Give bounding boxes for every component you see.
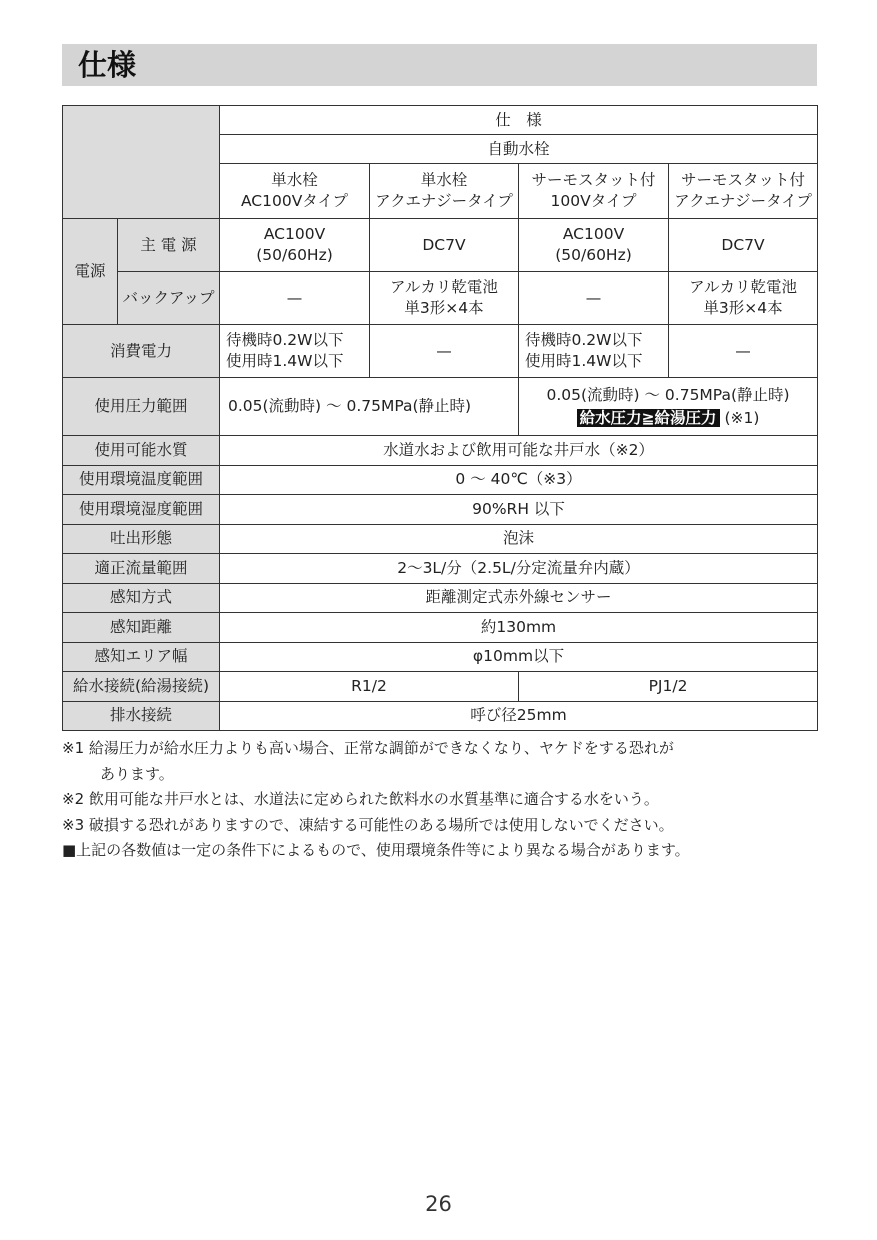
row-label: 使用可能水質	[63, 436, 220, 466]
row-value: 距離測定式赤外線センサー	[220, 583, 818, 613]
pressure-label: 使用圧力範囲	[63, 378, 220, 436]
header-spec: 仕 様	[220, 106, 818, 135]
column-header: 単水栓 AC100Vタイプ	[220, 164, 370, 219]
backup-value: —	[519, 272, 669, 325]
spec-table	[62, 105, 818, 731]
supply-connection-label: 給水接続(給湯接続)	[63, 672, 220, 702]
row-value: 約130mm	[220, 613, 818, 643]
backup-label: バックアップ	[118, 272, 220, 325]
main-power-label: 主 電 源	[118, 219, 220, 272]
supply-connection-thermostat: PJ1/2	[519, 672, 818, 702]
main-power-value: DC7V	[669, 219, 818, 272]
consumption-value: —	[669, 325, 818, 378]
row-value: 2～3L/分（2.5L/分定流量弁内蔵）	[220, 554, 818, 584]
consumption-value: 待機時0.2W以下 使用時1.4W以下	[519, 325, 669, 378]
row-value: 90%RH 以下	[220, 495, 818, 525]
row-label: 感知距離	[63, 613, 220, 643]
row-label: 適正流量範囲	[63, 554, 220, 584]
corner-cell	[63, 106, 220, 219]
column-header: サーモスタット付 アクエナジータイプ	[669, 164, 818, 219]
row-label: 使用環境温度範囲	[63, 465, 220, 495]
main-power-value: DC7V	[370, 219, 519, 272]
header-auto-faucet: 自動水栓	[220, 135, 818, 164]
power-label: 電源	[63, 219, 118, 325]
pressure-value-faucet: 0.05(流動時) ～ 0.75MPa(静止時)	[220, 378, 519, 436]
page-number: 26	[425, 1192, 452, 1216]
pressure-value-thermostat: 0.05(流動時) ～ 0.75MPa(静止時) 給水圧力≧給湯圧力 (※1)	[519, 378, 818, 436]
row-label: 感知エリア幅	[63, 642, 220, 672]
note-3: ※3 破損する恐れがありますので、凍結する可能性のある場所では使用しないでください。	[62, 815, 674, 834]
note-1: ※1 給湯圧力が給水圧力よりも高い場合、正常な調節ができなくなり、ヤケドをする恐れが	[62, 739, 674, 757]
note-2: ※2 飲用可能な井戸水とは、水道法に定められた飲料水の水質基準に適合する水をいう。	[62, 790, 659, 808]
row-value: 0 ～ 40℃（※3）	[220, 465, 818, 495]
row-label: 吐出形態	[63, 524, 220, 554]
notes	[62, 736, 822, 864]
consumption-value: —	[370, 325, 519, 378]
backup-value: —	[220, 272, 370, 325]
main-power-value: AC100V (50/60Hz)	[519, 219, 669, 272]
consumption-value: 待機時0.2W以下 使用時1.4W以下	[220, 325, 370, 378]
drain-connection-value: 呼び径25mm	[220, 701, 818, 731]
main-power-value: AC100V (50/60Hz)	[220, 219, 370, 272]
backup-value: アルカリ乾電池 単3形×4本	[370, 272, 519, 325]
row-label: 感知方式	[63, 583, 220, 613]
row-value: 水道水および飲用可能な井戸水（※2）	[220, 436, 818, 466]
pressure-condition-badge: 給水圧力≧給湯圧力	[577, 409, 720, 427]
row-value: 泡沫	[220, 524, 818, 554]
page-title: 仕様	[62, 44, 817, 86]
supply-connection-faucet: R1/2	[220, 672, 519, 702]
drain-connection-label: 排水接続	[63, 701, 220, 731]
note-1-continued: あります。	[100, 764, 174, 783]
column-header: サーモスタット付 100Vタイプ	[519, 164, 669, 219]
backup-value: アルカリ乾電池 単3形×4本	[669, 272, 818, 325]
column-header: 単水栓 アクエナジータイプ	[370, 164, 519, 219]
note-general: ■上記の各数値は一定の条件下によるもので、使用環境条件等により異なる場合があります。	[62, 841, 690, 859]
row-label: 使用環境湿度範囲	[63, 495, 220, 525]
row-value: φ10mm以下	[220, 642, 818, 672]
consumption-label: 消費電力	[63, 325, 220, 378]
